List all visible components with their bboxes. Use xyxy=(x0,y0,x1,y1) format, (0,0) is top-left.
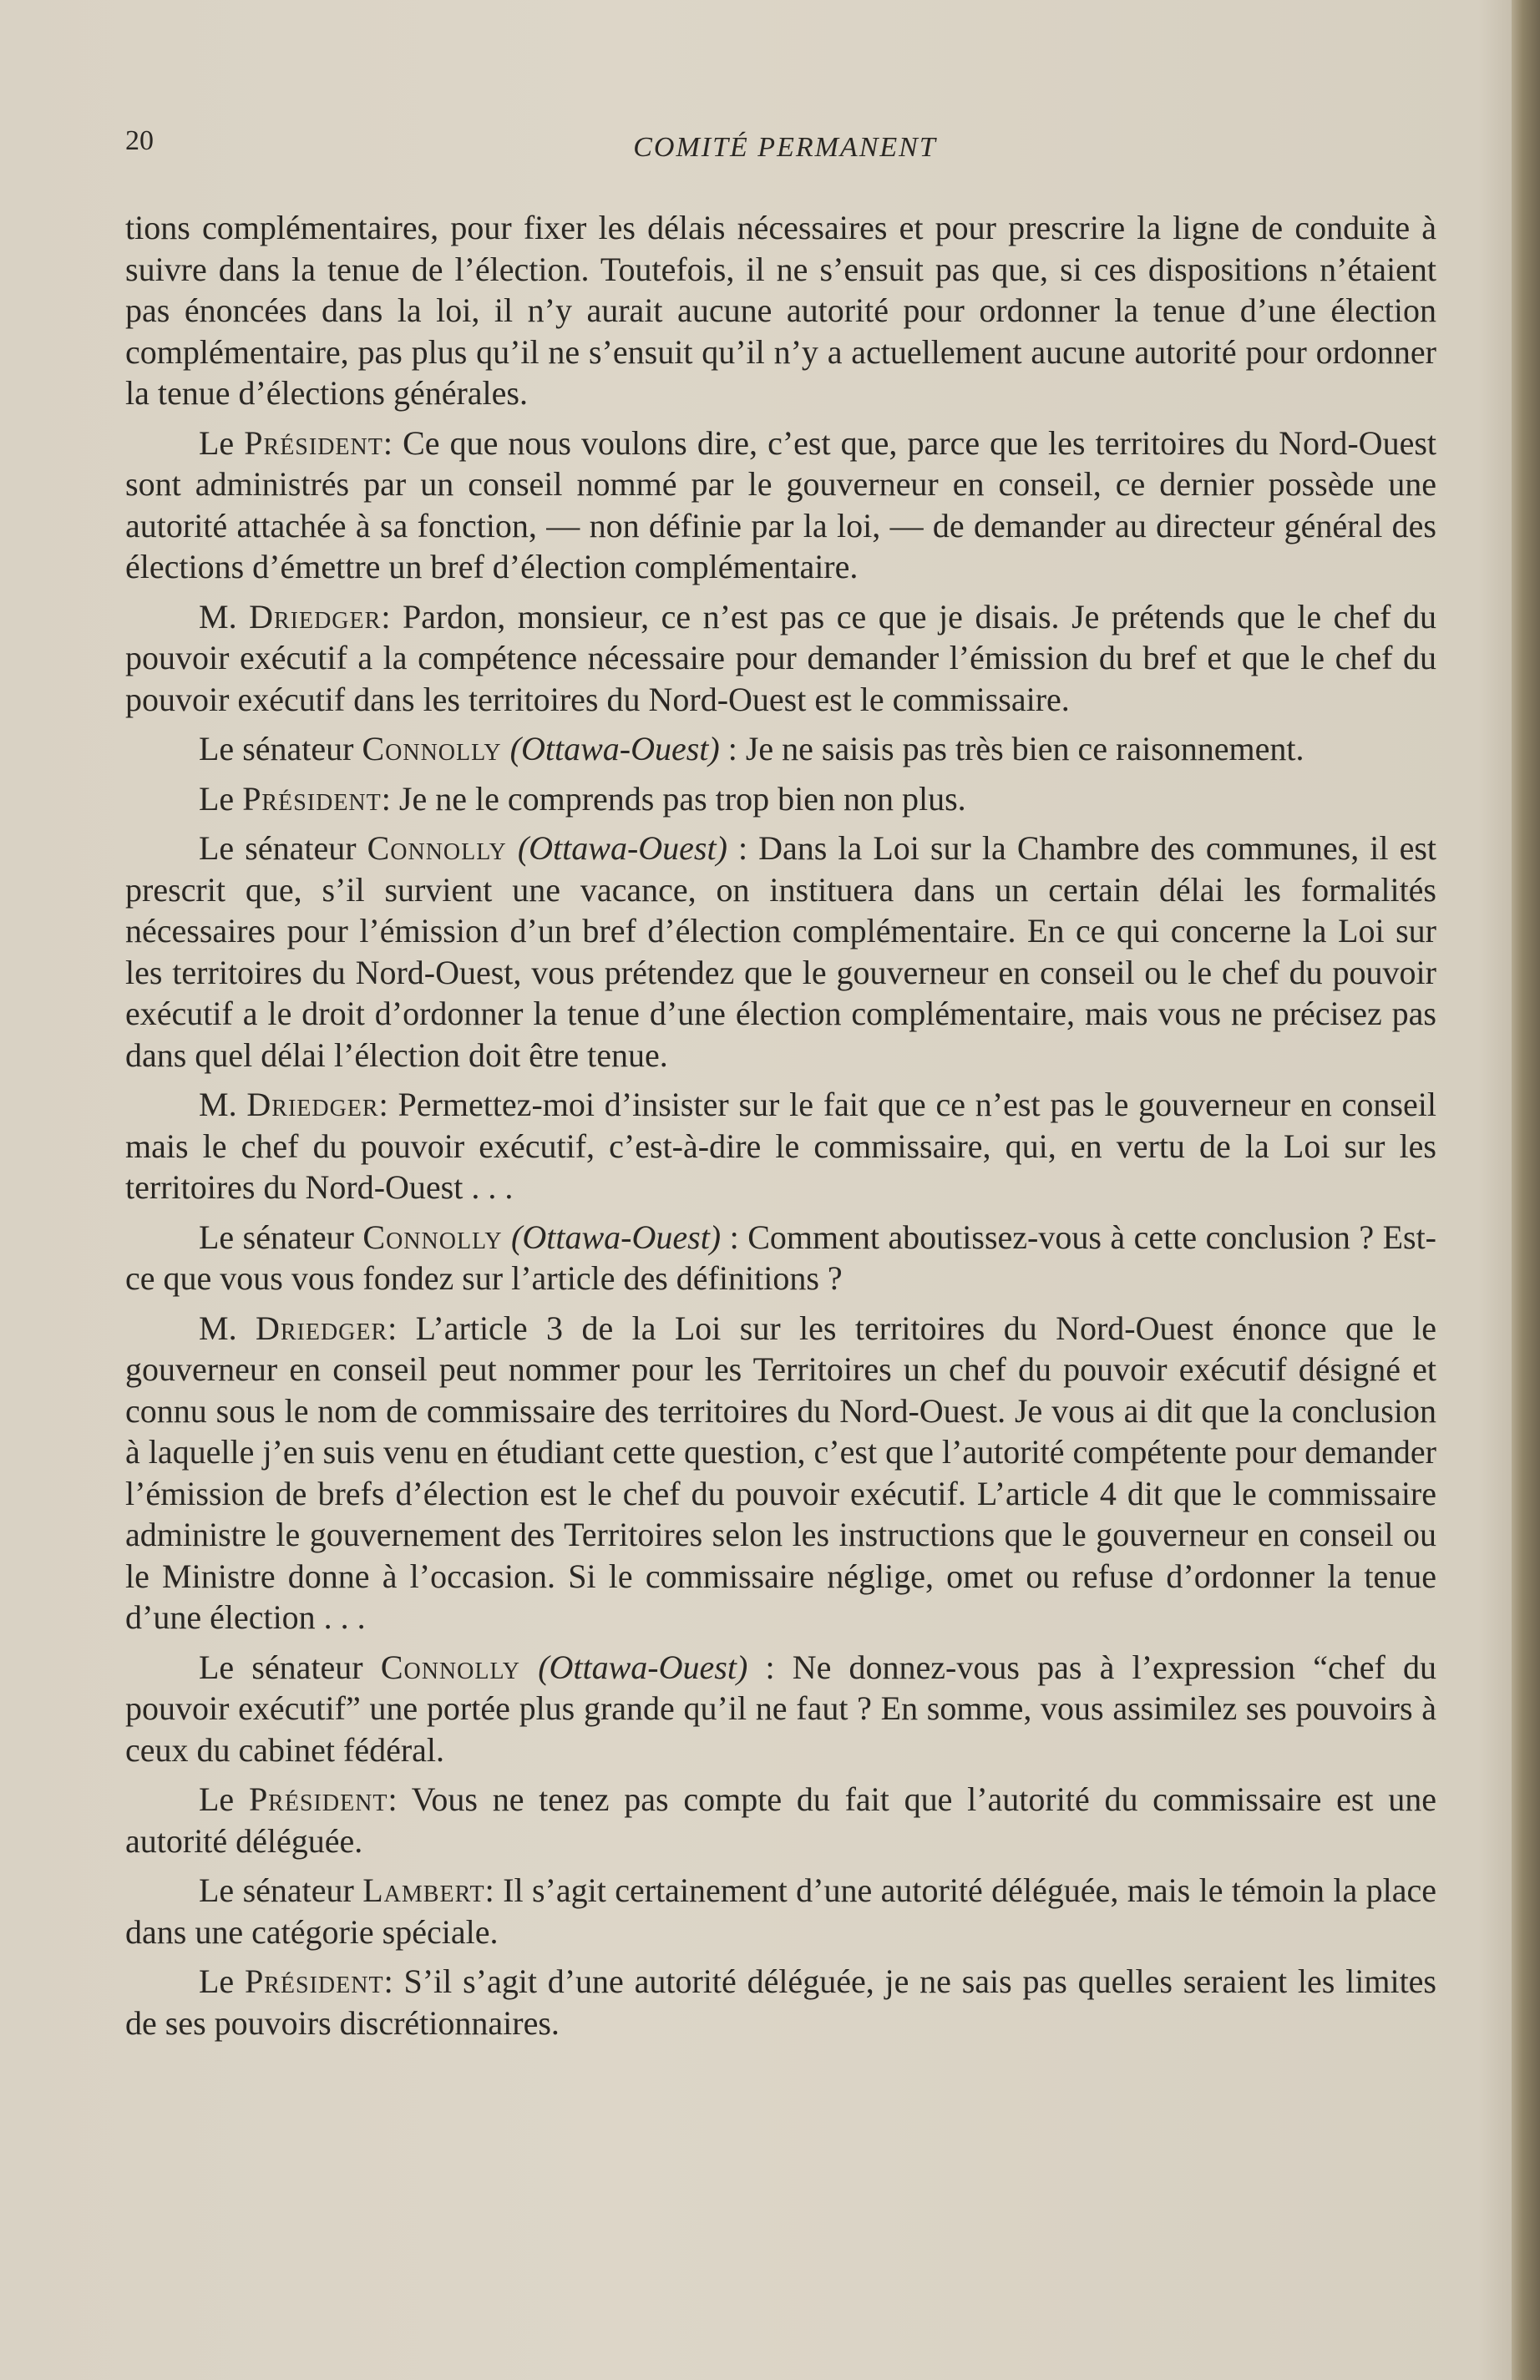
running-head: COMITÉ PERMANENT xyxy=(633,132,937,163)
speaker-suffix: : xyxy=(388,1309,416,1347)
speaker-prefix: Le xyxy=(199,1962,245,2000)
speaker-suffix: : xyxy=(382,423,403,462)
paragraph-president xyxy=(125,1961,1436,2043)
paragraph-connolly xyxy=(125,1647,1436,1771)
paragraph-driedger xyxy=(125,1084,1436,1208)
speaker-name: Driedger xyxy=(249,597,382,636)
paragraph-text: Dans la Loi sur la Chambre des communes, il est prescrit que, s’il survient une vacance, on instituera dans un certain délai les formalités nécessaires pour l’émission d’un bref d’élection complémentaire. En ce qui concerne la Loi sur les territoires du Nord-Ouest, vous prétendez que le gouverneur en conseil ou le chef du pouvoir exécutif a le droit d’ordonner la tenue d’une élection complémentaire, mais vous ne précisez pas dans quel délai l’élection doit être tenue. xyxy=(125,829,1436,1074)
paragraph-text: Ne donnez-vous pas à l’expression “chef du pouvoir exécutif” une portée plus grande qu’il ne faut ? En somme, vous assimilez ses pouvoirs à ceux du cabinet fédéral. xyxy=(125,1648,1436,1769)
paragraph-president xyxy=(125,778,1436,820)
paragraph-text: Pardon, monsieur, ce n’est pas ce que je disais. Je prétends que le chef du pouvoir exécutif a la compétence nécessaire pour demander l’émission du bref et que le chef du pouvoir exécutif dans les territoires du Nord-Ouest est le commissaire. xyxy=(125,597,1436,718)
page-edge xyxy=(1512,0,1540,2380)
speaker-name: Président xyxy=(242,779,382,818)
body-text xyxy=(125,207,1436,2052)
paragraph-text: Ce que nous voulons dire, c’est que, parce que les territoires du Nord-Ouest sont administrés par un conseil nommé par le gouverneur en conseil, ce dernier possède une autorité attachée à sa fonction, — non définie par la loi, — de demander au directeur général des élections d’émettre un bref d’élection complémentaire. xyxy=(125,423,1437,585)
page-number: 20 xyxy=(125,125,154,156)
paragraph-driedger xyxy=(125,1308,1436,1638)
paragraph-connolly xyxy=(125,728,1436,770)
speaker-prefix: Le xyxy=(199,423,245,462)
paragraph-driedger xyxy=(125,596,1436,721)
speaker-suffix: : xyxy=(388,1780,412,1818)
speaker-prefix: Le sénateur xyxy=(199,1871,363,1909)
speaker-name: Président xyxy=(248,1780,388,1818)
speaker-suffix: : xyxy=(378,1086,398,1123)
speaker-riding: (Ottawa-Ouest) xyxy=(509,730,720,767)
paragraph-lambert xyxy=(125,1870,1436,1952)
paragraph-text: Comment aboutissez-vous à cette conclusion ? Est-ce que vous vous fondez sur l’article des définitions ? xyxy=(125,1218,1437,1297)
paragraph-text: L’article 3 de la Loi sur les territoires du Nord-Ouest énonce que le gouverneur en conseil peut nommer pour les Territoires un chef du pouvoir exécutif désigné et connu sous le nom de commissaire des territoires du Nord-Ouest. Je vous ai dit que la conclusion à laquelle j’en suis venu en étudiant cette question, c’est que l’autorité compétente pour demander l’émission de brefs d’élection est le chef du pouvoir exécutif. L’article 4 dit que le commissaire administre le gouvernement des Territoires selon les instructions que le gouverneur en conseil ou le Ministre donne à l’occasion. Si le commissaire néglige, omet ou refuse d’ordonner la tenue d’une élection . . . xyxy=(125,1309,1436,1636)
speaker-suffix: : xyxy=(381,779,399,818)
speaker-prefix: Le sénateur xyxy=(199,1218,363,1256)
speaker-name: Driedger xyxy=(255,1309,388,1347)
paragraph-text: Vous ne tenez pas compte du fait que l’autorité du commissaire est une autorité déléguée. xyxy=(125,1780,1437,1860)
speaker-suffix: : xyxy=(484,1871,504,1909)
paragraph-text: Permettez-moi d’insister sur le fait que ce n’est pas le gouverneur en conseil mais le chef du pouvoir exécutif, c’est-à-dire le commissaire, qui, en vertu de la Loi sur les territoires du Nord-Ouest . . . xyxy=(125,1086,1436,1206)
speaker-prefix: Le sénateur xyxy=(199,1648,381,1686)
speaker-suffix: : xyxy=(381,597,403,636)
page-header xyxy=(125,125,1445,175)
speaker-riding: (Ottawa-Ouest) xyxy=(538,1648,748,1686)
speaker-suffix: : xyxy=(747,1648,793,1686)
speaker-name: Président xyxy=(244,423,383,462)
speaker-name: Connolly xyxy=(380,1648,520,1686)
paragraph-text: S’il s’agit d’une autorité déléguée, je ne sais pas quelles seraient les limites de ses pouvoirs discrétionnaires. xyxy=(125,1962,1437,2042)
speaker-prefix: Le xyxy=(199,779,243,818)
speaker-prefix: Le sénateur xyxy=(199,829,367,867)
paragraph-president xyxy=(125,1779,1436,1861)
speaker-prefix: Le xyxy=(199,1780,249,1818)
speaker-name: Lambert xyxy=(362,1871,485,1909)
speaker-prefix: M. xyxy=(199,1086,247,1123)
paragraph-text: Il s’agit certainement d’une autorité déléguée, mais le témoin la place dans une catégorie spéciale. xyxy=(125,1871,1436,1951)
speaker-name: Driedger xyxy=(246,1086,379,1123)
speaker-name: Président xyxy=(244,1962,384,2000)
speaker-name: Connolly xyxy=(362,1218,503,1256)
paragraph-connolly xyxy=(125,828,1436,1076)
paragraph-text: Je ne le comprends pas trop bien non plus. xyxy=(398,779,966,818)
speaker-name: Connolly xyxy=(367,829,507,867)
speaker-suffix: : xyxy=(383,1962,404,2000)
paragraph-text: Je ne saisis pas très bien ce raisonnement. xyxy=(745,730,1304,767)
speaker-name: Connolly xyxy=(362,730,502,767)
speaker-suffix: : xyxy=(727,829,759,867)
speaker-suffix: : xyxy=(721,1218,748,1256)
speaker-suffix: : xyxy=(719,730,746,767)
speaker-prefix: Le sénateur xyxy=(199,730,362,767)
speaker-prefix: M. xyxy=(199,1309,256,1347)
paragraph-continuation xyxy=(125,207,1436,414)
speaker-riding: (Ottawa-Ouest) xyxy=(511,1218,722,1256)
speaker-prefix: M. xyxy=(199,597,250,636)
paragraph-president xyxy=(125,423,1436,588)
paragraph-text: tions complémentaires, pour fixer les délais nécessaires et pour prescrire la ligne de conduite à suivre dans la tenue de l’élection. Toutefois, il ne s’ensuit pas que, si ces dispositions n’étaient pas énoncées dans la loi, il n’y aurait aucune autorité pour ordonner la tenue d’une élection complémentaire, pas plus qu’il ne s’ensuit qu’il n’y a actuellement aucune autorité pour ordonner la tenue d’élections générales. xyxy=(125,209,1436,412)
speaker-riding: (Ottawa-Ouest) xyxy=(517,829,727,867)
paragraph-connolly xyxy=(125,1217,1436,1299)
